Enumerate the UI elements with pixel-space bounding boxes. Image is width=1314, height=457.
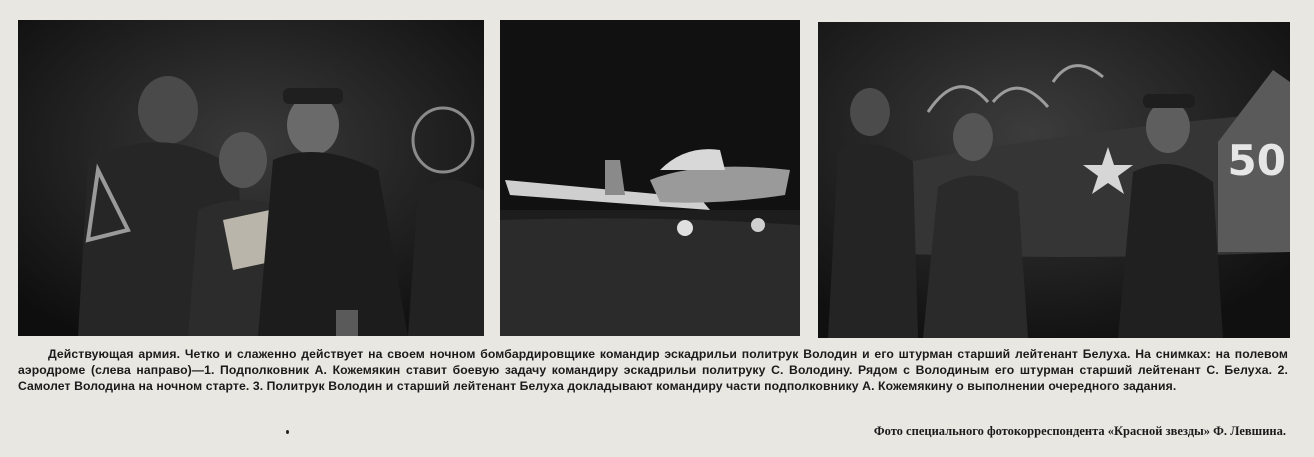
photo-plane-night-start — [500, 20, 800, 336]
caption: Действующая армия. Четко и слаженно действует на своем ночном бомбардировщике командир эскадрильи политрук Володин и его штурман старший лейтенант Белуха. На снимках: на полевом аэродроме (слева направо)—1. Подполковник А. Кожемякин ставит боевую задачу командиру эскадрильи политруку С. Володину. Рядом с Володиным его штурман старший лейтенант С. Белуха. 2. Самолет Володина на ночном старте. 3. Политрук Володин и старший лейтенант Белуха докладывают командиру части подполковнику А. Кожемякину о выполнении очередного задания. — [18, 347, 1288, 393]
plane-number: 50 — [1227, 136, 1286, 185]
photo-credit: Фото специального фотокорреспондента «Красной звезды» Ф. Левшина. — [873, 424, 1286, 438]
print-speck — [286, 430, 289, 434]
photo-report — [818, 22, 1290, 338]
photo-briefing — [18, 20, 484, 336]
